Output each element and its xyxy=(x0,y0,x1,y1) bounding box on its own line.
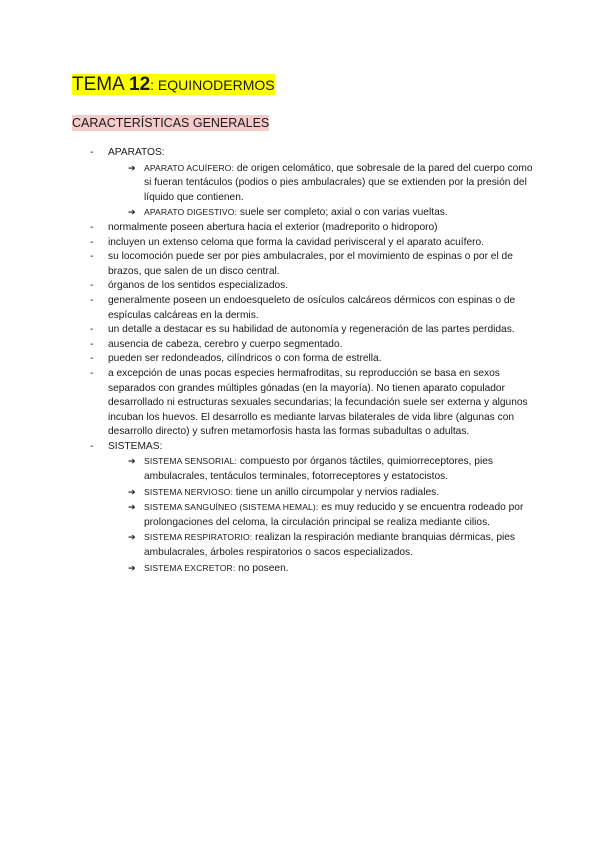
arrow-icon: ➔ xyxy=(128,562,136,573)
list-item: - a excepción de unas pocas especies hermafroditas, su reproducción se basa en sexos separados con grandes múltiples gónadas (en la mayoría). No tienen aparato copulador desarrollado ni estructuras sexuales secundarias; la fecundación suele ser externa y algunos incuban los huevos. El desarrollo es mediante larvas bilaterales de vida libre (algunas con desarrollo directo) y sufren metamorfosis hasta las formas subadultas o adultas. xyxy=(90,367,535,440)
aparatos-label: APARATOS: xyxy=(108,147,165,158)
title-number: 12 xyxy=(129,74,151,95)
list-item: - ausencia de cabeza, cerebro y cuerpo segmentado. xyxy=(90,338,535,353)
sub-item-text: de origen celomático, que sobresale de la pared del cuerpo como si fueran tentáculos (podios o pies ambulacrales) que se extienden por la presión del líquido que contienen. xyxy=(144,162,533,203)
arrow-icon: ➔ xyxy=(128,207,136,218)
title-highlight xyxy=(72,74,275,95)
sub-item-excretor xyxy=(108,561,535,577)
list-item: - un detalle a destacar es su habilidad de autonomía y regeneración de las partes perdidas. xyxy=(90,323,535,338)
list-item-sistemas xyxy=(90,440,535,576)
sub-item-nervioso xyxy=(108,485,535,501)
sub-item-label: SISTEMA SENSORIAL: xyxy=(144,456,238,467)
list-item: - órganos de los sentidos especializados. xyxy=(90,279,535,294)
list-item: - normalmente poseen abertura hacia el exterior (madreporito o hidroporo) xyxy=(90,221,535,236)
characteristics-list xyxy=(90,146,535,576)
section-heading: CARACTERÍSTICAS GENERALES xyxy=(72,116,270,130)
sub-item-respiratorio xyxy=(108,530,535,560)
sub-item-text: no poseen. xyxy=(235,562,289,574)
list-item: - incluyen un extenso celoma que forma la cavidad perivisceral y el aparato acuífero. xyxy=(90,236,535,251)
arrow-icon: ➔ xyxy=(128,502,136,513)
title-rest: : EQUINODERMOS xyxy=(150,77,275,93)
list-item: - generalmente poseen un endoesqueleto de osículos calcáreos dérmicos con espinas o de espículas calcáreas en la dermis. xyxy=(90,294,535,323)
list-item-aparatos xyxy=(90,146,535,221)
sub-item-label: APARATO DIGESTIVO: xyxy=(144,207,238,218)
sub-item-text: compuesto por órganos táctiles, quimiorreceptores, pies ambulacrales, tentáculos terminales, fotorreceptores y estatocistos. xyxy=(144,456,493,483)
arrow-icon: ➔ xyxy=(128,532,136,543)
aparatos-sublist xyxy=(108,161,535,221)
arrow-icon: ➔ xyxy=(128,456,136,467)
sub-item-label: SISTEMA EXCRETOR: xyxy=(144,562,236,573)
sub-item-label: SISTEMA RESPIRATORIO: xyxy=(144,532,253,543)
sub-item-label: APARATO ACUÍFERO: xyxy=(144,162,235,173)
sub-item-text: realizan la respiración mediante branquias dérmicas, pies ambulacrales, árboles respiratorios o sacos especializados. xyxy=(144,532,516,559)
sub-item-label: SISTEMA SANGUÍNEO (SISTEMA HEMAL): xyxy=(144,502,319,513)
sub-item-acuifero xyxy=(108,161,535,206)
sub-item-text: es muy reducido y se encuentra rodeado por prolongaciones del celoma, la circulación principal se realiza mediante cilios. xyxy=(144,502,524,528)
sub-item-sensorial xyxy=(108,454,535,484)
sub-item-digestivo xyxy=(108,205,535,221)
list-item: - pueden ser redondeados, cilíndricos o con forma de estrella. xyxy=(90,352,535,367)
sub-item-text: tiene un anillo circumpolar y nervios radiales. xyxy=(232,486,440,498)
sistemas-label: SISTEMAS: xyxy=(108,440,163,452)
sub-item-sanguineo xyxy=(108,500,535,530)
list-item: - su locomoción puede ser por pies ambulacrales, por el movimiento de espinas o por el de brazos, que salen de un disco central. xyxy=(90,250,535,279)
sistemas-sublist xyxy=(108,454,535,576)
sub-item-label: SISTEMA NERVIOSO: xyxy=(144,486,233,497)
arrow-icon: ➔ xyxy=(128,162,136,173)
sub-item-text: suele ser completo; axial o con varias vueltas. xyxy=(237,207,448,219)
title-tema: TEMA xyxy=(72,74,124,95)
arrow-icon: ➔ xyxy=(128,486,136,497)
page-title xyxy=(72,74,275,96)
